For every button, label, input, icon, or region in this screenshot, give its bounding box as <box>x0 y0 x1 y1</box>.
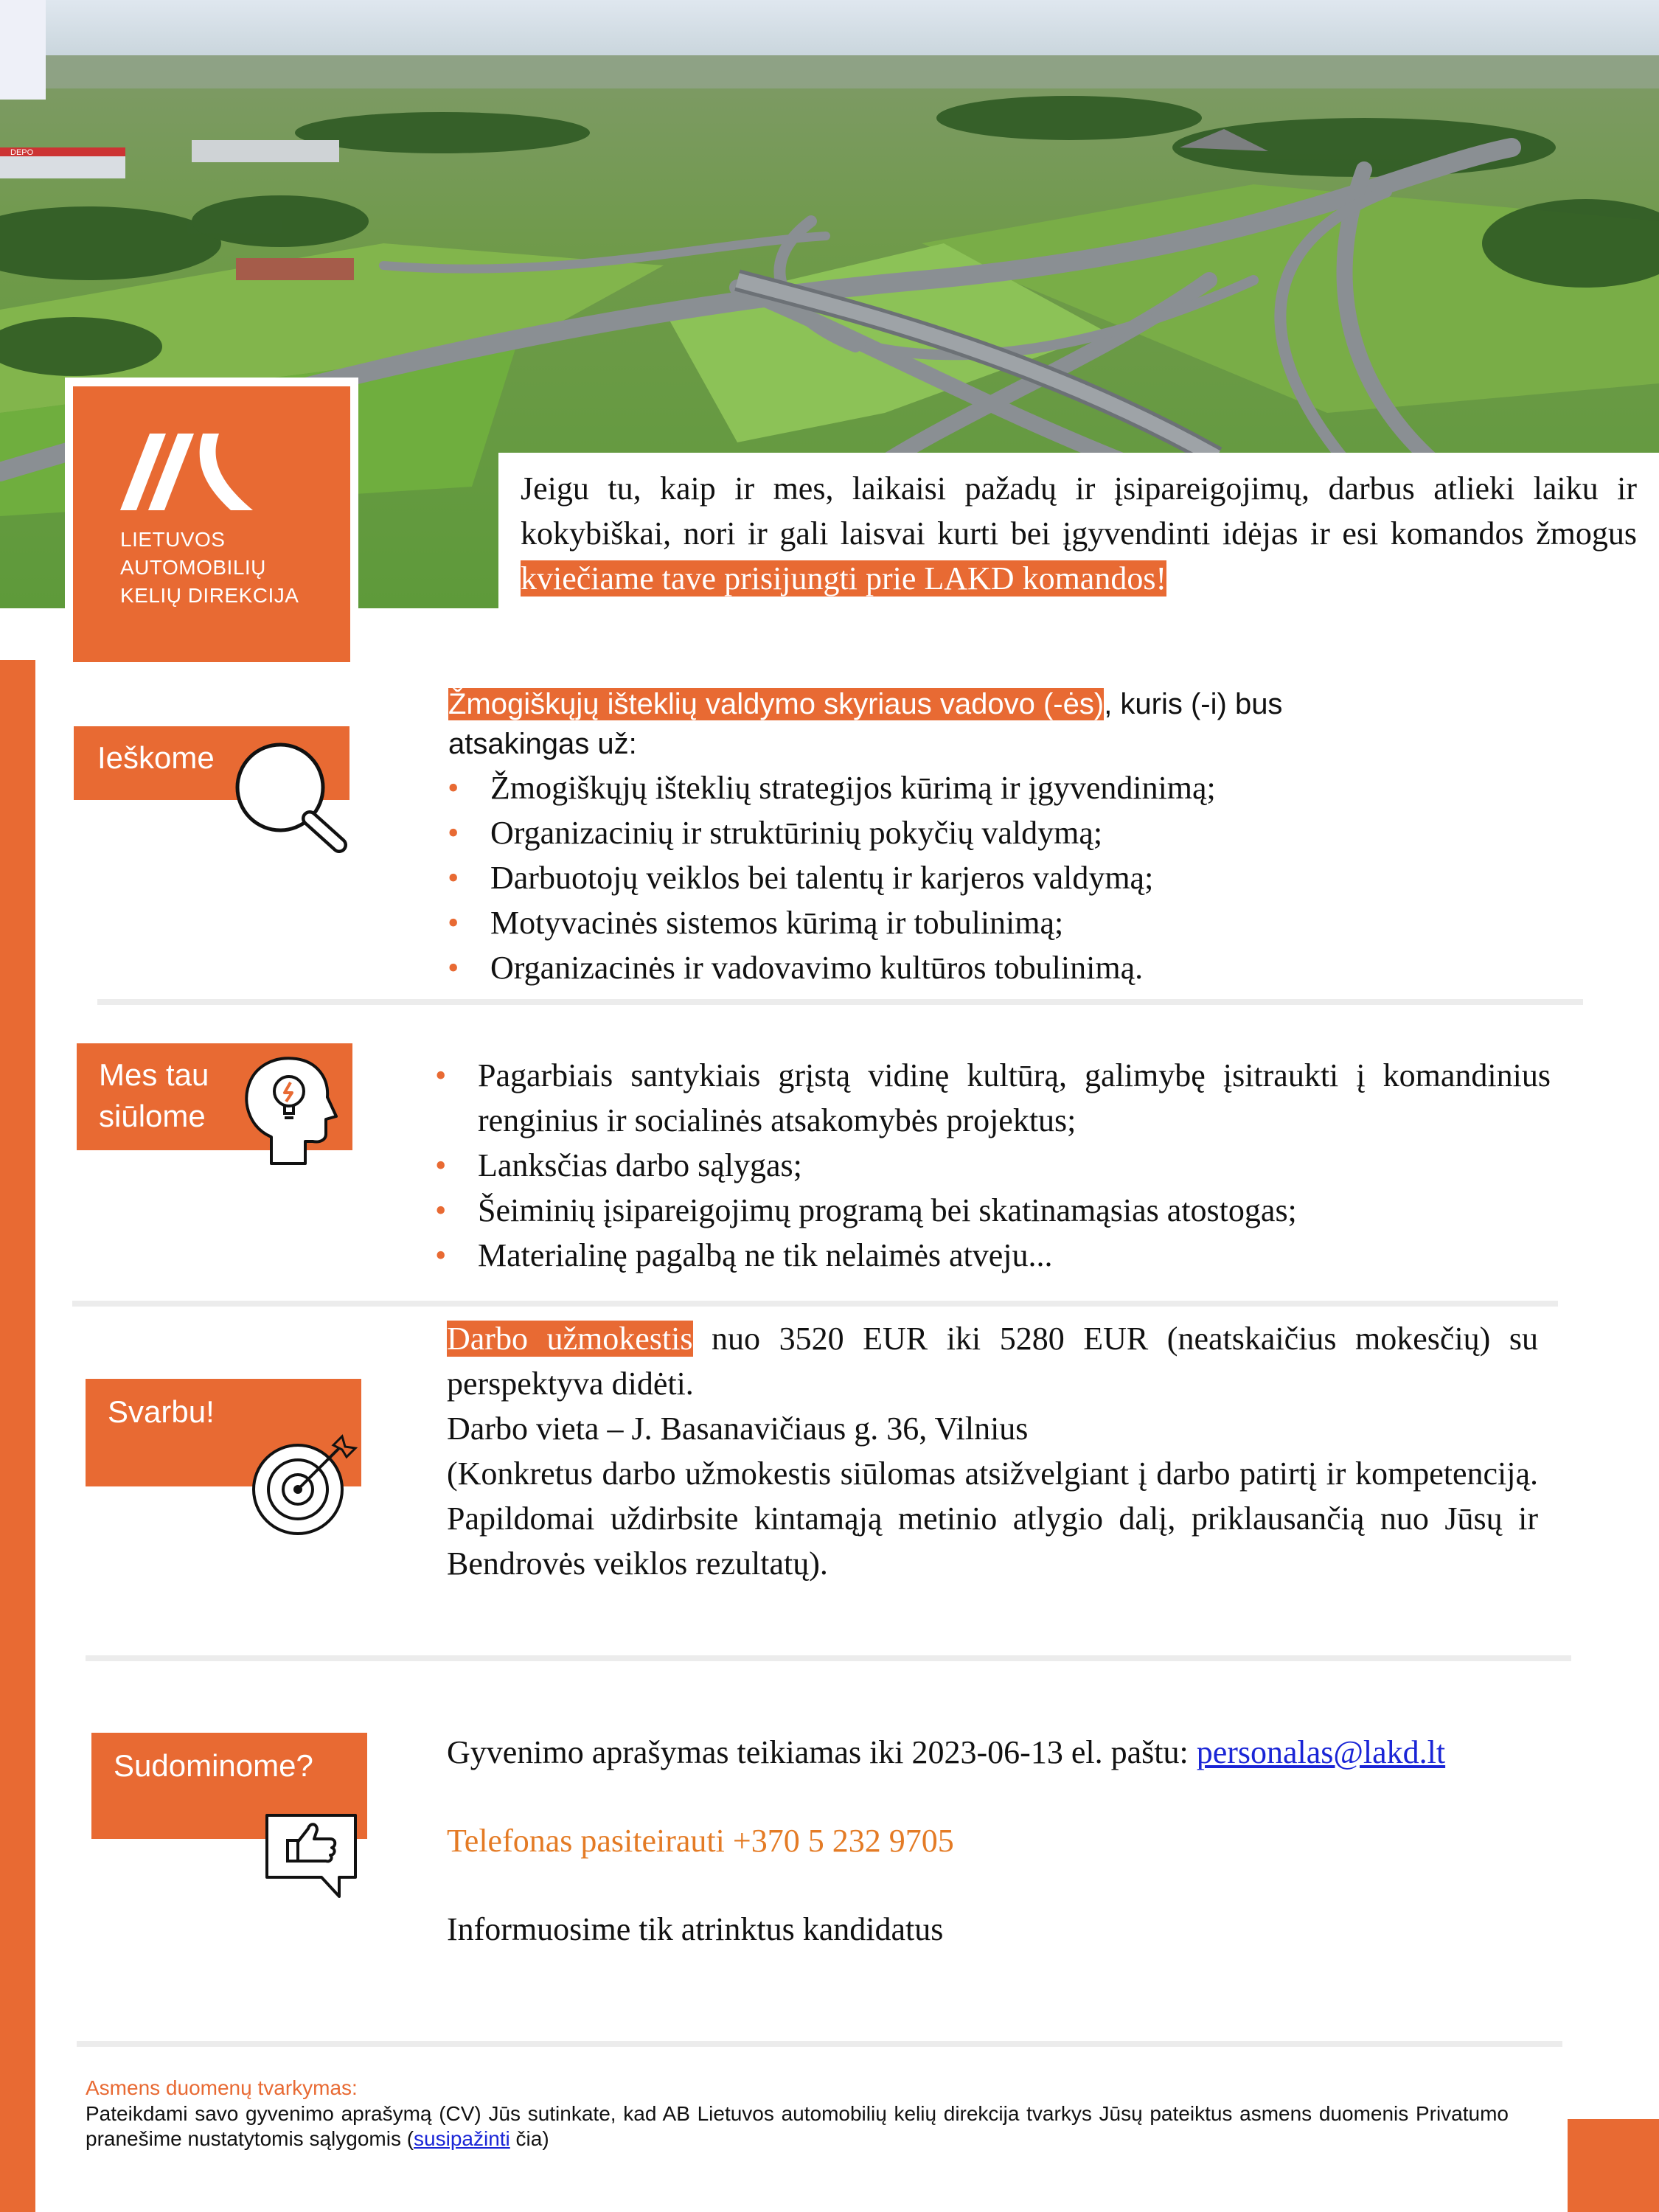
privacy-title: Asmens duomenų tvarkymas: <box>86 2076 358 2099</box>
intro-text: Jeigu tu, kaip ir mes, laikaisi pažadų ir įsipareigojimų, darbus atlieki laiku ir kokybiškai, nori ir gali laisvai kurti bei įgyvendinti idėjas ir esi komandos žmogus <box>521 470 1637 552</box>
tag-offer-line-2: siūlome <box>99 1099 206 1133</box>
list-item: • Motyvacinės sistemos kūrimą ir tobulinimą; <box>490 900 1596 945</box>
notice-text: Informuosime tik atrinktus kandidatus <box>447 1911 944 1947</box>
logo-line-2: AUTOMOBILIŲ <box>120 556 266 579</box>
intro-highlight: kviečiame tave prisijungti prie LAKD komandos! <box>521 560 1167 597</box>
logo-line-1: LIETUVOS <box>120 528 226 551</box>
phone-text: Telefonas pasiteirauti +370 5 232 9705 <box>447 1823 954 1859</box>
privacy-text <box>86 2101 1509 2152</box>
privacy-body: Pateikdami savo gyvenimo aprašymą (CV) Jūs sutinkate, kad AB Lietuvos automobilių kelių direkcija tvarkys Jūsų pateiktus asmens duomenis Privatumo pranešime nustatytomis sąlygomis ( <box>86 2102 1509 2150</box>
position-rest: , kuris (-i) bus <box>1104 688 1283 720</box>
divider <box>72 1301 1558 1307</box>
seeking-heading <box>448 684 1599 764</box>
list-item: • Darbuotojų veiklos bei talentų ir karjeros valdymą; <box>490 855 1596 900</box>
logo-road-mark-icon <box>120 434 253 515</box>
logo-wordmark <box>120 526 299 610</box>
list-item: • Šeiminių įsipareigojimų programą bei skatinamąsias atostogas; <box>478 1188 1551 1233</box>
responsibilities-list <box>490 765 1596 990</box>
corner-patch <box>0 0 46 100</box>
list-item: • Pagarbiais santykiais grįstą vidinę kultūrą, galimybę įsitraukti į komandinius renginius ir socialinės atsakomybės projektus; <box>478 1053 1551 1143</box>
workplace-text: Darbo vieta – J. Basanavičiaus g. 36, Vilnius <box>447 1411 1029 1447</box>
salary-text: nuo 3520 EUR iki 5280 EUR (neatskaičius mokesčių) su perspektyva didėti. <box>447 1321 1539 1402</box>
cv-text: Gyvenimo aprašymas teikiamas iki 2023-06-13 el. paštu: <box>447 1734 1197 1770</box>
intro-paragraph <box>521 466 1637 601</box>
offer-list <box>478 1053 1551 1278</box>
thumbs-up-chat-icon <box>262 1812 360 1899</box>
bottom-right-accent <box>1568 2119 1659 2212</box>
left-accent-rail <box>0 660 35 2212</box>
important-block <box>447 1316 1538 1586</box>
privacy-end: čia) <box>509 2127 549 2150</box>
divider <box>86 1655 1571 1661</box>
list-item: • Materialinę pagalbą ne tik nelaimės atveju... <box>478 1233 1551 1278</box>
list-item: • Lanksčias darbo sąlygas; <box>478 1143 1551 1188</box>
lakd-logo <box>73 386 350 662</box>
tag-seeking-label: Ieškome <box>97 740 215 775</box>
target-icon <box>251 1432 361 1537</box>
email-link[interactable]: personalas@lakd.lt <box>1196 1734 1446 1770</box>
divider <box>77 2041 1562 2047</box>
responsible-for-label: atsakingas už: <box>448 728 637 760</box>
list-item: • Organizacinės ir vadovavimo kultūros tobulinimą. <box>490 945 1596 990</box>
magnifier-icon <box>230 736 348 854</box>
salary-note: (Konkretus darbo užmokestis siūlomas atsižvelgiant į darbo patirtį ir kompetenciją. Papildomai uždirbsite kintamąją metinio atlygio dalį, priklausančią nuo Jūsų ir Bendrovės veiklos rezultatų). <box>447 1455 1538 1582</box>
logo-line-3: KELIŲ DIREKCIJA <box>120 584 299 607</box>
list-item: • Žmogiškųjų išteklių strategijos kūrimą ir įgyvendinimą; <box>490 765 1596 810</box>
list-item: • Organizacinių ir struktūrinių pokyčių valdymą; <box>490 810 1596 855</box>
privacy-link[interactable]: susipažinti <box>414 2127 510 2150</box>
tag-important-label: Svarbu! <box>108 1394 215 1429</box>
divider <box>97 999 1583 1005</box>
cv-line <box>447 1730 1597 1775</box>
store-sign: DEPO <box>10 148 34 157</box>
salary-label: Darbo užmokestis <box>447 1321 693 1357</box>
head-lightbulb-icon <box>242 1054 338 1165</box>
position-title: Žmogiškųjų išteklių valdymo skyriaus vadovo (-ės) <box>448 688 1105 720</box>
tag-offer-line-1: Mes tau <box>99 1057 209 1092</box>
tag-interested-label: Sudominome? <box>114 1748 313 1783</box>
